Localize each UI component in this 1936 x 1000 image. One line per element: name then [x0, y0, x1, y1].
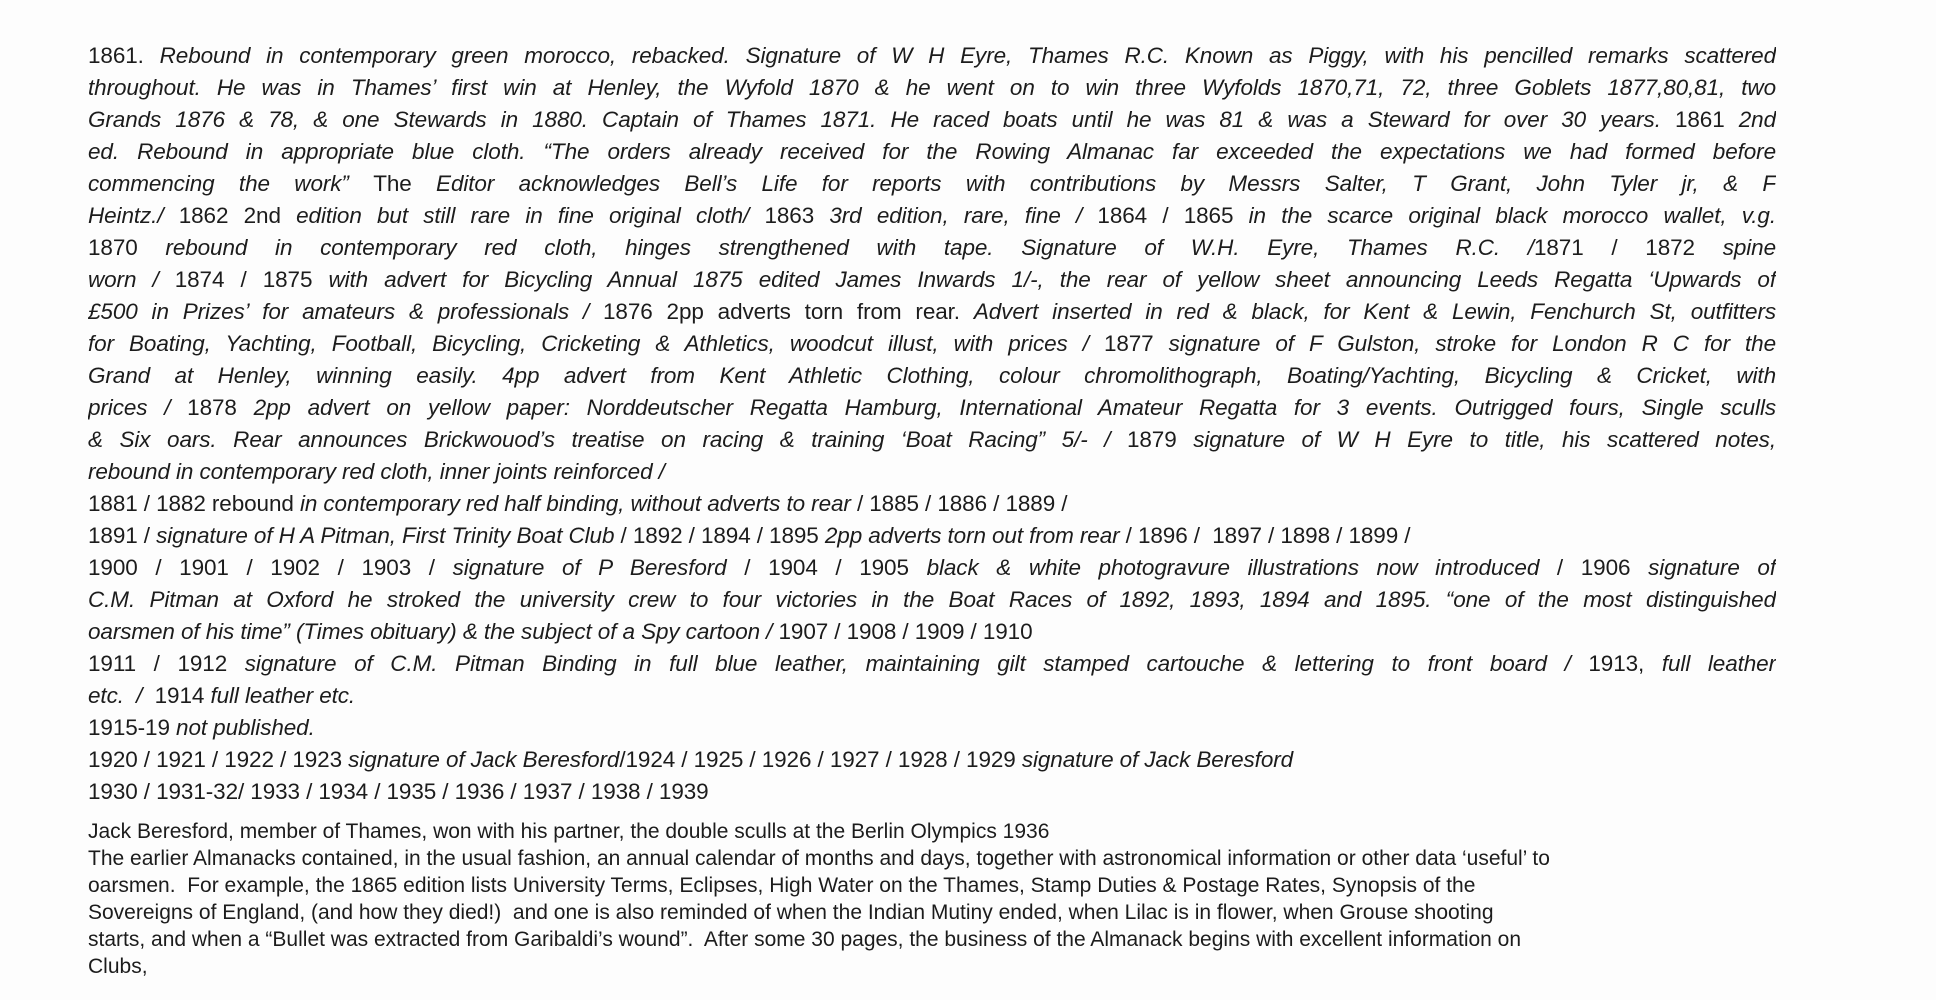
text-run: Clubs, [88, 955, 148, 978]
text-run: Sovereigns of England, (and how they died!) and one is also reminded of when the Indian Mutiny ended, when Lilac is in flower, when Grouse shooting [88, 901, 1494, 924]
text-run: 1913, [1588, 651, 1662, 676]
text-line [88, 136, 1776, 168]
text-run: signature of Jack Beresford [348, 747, 620, 772]
text-run: Heintz./ [88, 203, 179, 228]
text-line [88, 40, 1776, 72]
text-line [88, 953, 1776, 980]
text-run: 1879 [1126, 427, 1194, 452]
text-run: 1881 / 1882 rebound [88, 491, 300, 516]
text-run: 1915-19 [88, 715, 177, 740]
text-run: Editor acknowledges Bell’s Life for reports with contributions by Messrs Salter, T Grant, John Tyler jr, & F [436, 171, 1776, 196]
text-run: Grand at Henley, winning easily. 4pp advert from Kent Athletic Clothing, colour chromolithograph, Boating/Yachting, Bicycling & Cricket, with [88, 363, 1776, 388]
text-run: ed. Rebound in appropriate blue cloth. “The orders already received for the Rowing Almanac far exceeded the expectations we had formed before [88, 139, 1776, 164]
text-line [88, 926, 1776, 953]
text-line [88, 488, 1776, 520]
text-run: 1876 2pp adverts torn from rear. [603, 299, 974, 324]
text-run: 2pp adverts torn out from rear [824, 523, 1120, 548]
text-line [88, 552, 1776, 584]
entry-list-1881-1939 [88, 488, 1776, 808]
text-run: etc. / [88, 683, 155, 708]
text-line [88, 296, 1776, 328]
text-line [88, 168, 1776, 200]
text-run: signature of C.M. Pitman Binding in full blue leather, maintaining gilt stamped cartouche & lettering to front board / [244, 651, 1589, 676]
text-line [88, 872, 1776, 899]
text-run: edition but still rare in fine original cloth/ [296, 203, 765, 228]
text-line [88, 392, 1776, 424]
text-line [88, 845, 1776, 872]
text-line [88, 328, 1776, 360]
text-run: Advert inserted in red & black, for Kent & Lewin, Fenchurch St, outfitters [973, 299, 1776, 324]
text-line [88, 104, 1776, 136]
text-line [88, 616, 1776, 648]
text-run: rebound in contemporary red cloth, inner joints reinforced / [88, 459, 665, 484]
text-run: Rebound in contemporary green morocco, rebacked. Signature of W H Eyre, Thames R.C. Known as Piggy, with his pencilled remarks scattered [143, 43, 1776, 68]
text-run: / 1885 / 1886 / 1889 / [850, 491, 1068, 516]
text-run: 1878 [187, 395, 254, 420]
closing-paragraph [88, 818, 1776, 980]
text-run: 1874 / 1875 [174, 267, 329, 292]
text-run: Jack Beresford, member of Thames, won with his partner, the double sculls at the Berlin Olympics 1936 [88, 820, 1050, 843]
text-run: 1920 / 1921 / 1922 / 1923 [88, 747, 349, 772]
text-run: oarsmen of his time” (Times obituary) & the subject of a Spy cartoon / [88, 619, 779, 644]
text-run: with advert for Bicycling Annual 1875 edited James Inwards 1/-, the rear of yellow sheet announcing Leeds Regatta ‘Upwards of [328, 267, 1776, 292]
text-line [88, 776, 1776, 808]
text-line [88, 232, 1776, 264]
text-run: spine [1722, 235, 1776, 260]
text-run: oarsmen. For example, the 1865 edition lists University Terms, Eclipses, High Water on the Thames, Stamp Duties & Postage Rates, Synopsis of the [88, 874, 1476, 897]
text-run: Grands 1876 & 78, & one Stewards in 1880. Captain of Thames 1871. He raced boats until he was 81 & was a Steward for over 30 years. [88, 107, 1675, 132]
text-line [88, 680, 1776, 712]
text-run: signature of W H Eyre to title, his scattered notes, [1193, 427, 1776, 452]
text-line [88, 72, 1776, 104]
text-run: / 1904 / 1905 [726, 555, 927, 580]
text-line [88, 744, 1776, 776]
text-run: signature of H A Pitman, First Trinity Boat Club [156, 523, 615, 548]
text-run: 1930 / 1931-32/ 1933 / 1934 / 1935 / 1936 / 1937 / 1938 / 1939 [88, 779, 709, 804]
text-run: 1870 [88, 235, 166, 260]
text-run: commencing the work” [88, 171, 374, 196]
text-run: £500 in Prizes’ for amateurs & professionals / [88, 299, 603, 324]
text-line [88, 712, 1776, 744]
text-run: signature of [1648, 555, 1776, 580]
text-line [88, 899, 1776, 926]
text-run: starts, and when a “Bullet was extracted from Garibaldi’s wound”. After some 30 pages, the business of the Almanack begins with excellent information on [88, 928, 1522, 951]
text-run: 1877 [1103, 331, 1169, 356]
text-run: 2pp advert on yellow paper: Norddeutscher Regatta Hamburg, International Amateur Regatta for 3 events. Outrigged fours, Single sculls [253, 395, 1776, 420]
text-line [88, 424, 1776, 456]
text-line [88, 648, 1776, 680]
text-run: 1891 / [88, 523, 157, 548]
text-run: signature of F Gulston, stroke for London R C for the [1168, 331, 1776, 356]
text-line [88, 200, 1776, 232]
entry-paragraph-1861-1879 [88, 40, 1776, 488]
text-run: 1900 / 1901 / 1902 / 1903 / [88, 555, 453, 580]
text-run: rebound in contemporary red cloth, hinges strengthened with tape. Signature of W.H. Eyre, Thames R.C. / [165, 235, 1534, 260]
text-line [88, 264, 1776, 296]
text-run: / 1906 [1539, 555, 1649, 580]
text-run: prices / [88, 395, 188, 420]
text-run: in the scarce original black morocco wallet, v.g. [1248, 203, 1776, 228]
text-run: 2nd [1724, 107, 1776, 132]
text-run: for Boating, Yachting, Football, Bicycling, Cricketing & Athletics, woodcut illust, with prices / [88, 331, 1104, 356]
text-run: 1864 / 1865 [1097, 203, 1249, 228]
text-run: 3rd edition, rare, fine / [829, 203, 1098, 228]
text-run: full leather etc. [210, 683, 356, 708]
text-line [88, 456, 1776, 488]
text-run: signature of Jack Beresford [1021, 747, 1294, 772]
text-run: 1914 [154, 683, 211, 708]
text-line [88, 360, 1776, 392]
text-run: black & white photogravure illustrations now introduced [926, 555, 1540, 580]
text-run: full leather [1661, 651, 1776, 676]
text-run: The [373, 171, 437, 196]
text-run: in contemporary red half binding, without adverts to rear [299, 491, 851, 516]
text-run: throughout. He was in Thames’ first win at Henley, the Wyfold 1870 & he went on to win three Wyfolds 1870,71, 72, three Goblets 1877,80,81, two [88, 75, 1776, 100]
text-run: The earlier Almanacks contained, in the usual fashion, an annual calendar of months and days, together with astronomical information or other data ‘useful’ to [88, 847, 1550, 870]
text-run: /1924 / 1925 / 1926 / 1927 / 1928 / 1929 [619, 747, 1022, 772]
text-line [88, 520, 1776, 552]
text-run: / 1896 / 1897 / 1898 / 1899 / [1119, 523, 1411, 548]
text-run: & Six oars. Rear announces Brickwouod’s treatise on racing & training ‘Boat Racing” 5/- / [88, 427, 1127, 452]
text-run: signature of P Beresford [452, 555, 727, 580]
text-run: 1907 / 1908 / 1909 / 1910 [778, 619, 1033, 644]
text-run: 1863 [764, 203, 830, 228]
text-run: C.M. Pitman at Oxford he stroked the university crew to four victories in the Boat Races of 1892, 1893, 1894 and 1895. “one of the most distinguished [88, 587, 1776, 612]
document-text-column [88, 40, 1776, 980]
text-line [88, 818, 1776, 845]
text-run: 1861 [1674, 107, 1725, 132]
text-run: worn / [88, 267, 175, 292]
text-run: 1861. [88, 43, 144, 68]
text-run: 1911 / 1912 [88, 651, 245, 676]
text-run: 1871 / 1872 [1533, 235, 1723, 260]
text-run: 1862 2nd [178, 203, 297, 228]
text-run: / 1892 / 1894 / 1895 [614, 523, 825, 548]
text-run: not published. [176, 715, 315, 740]
text-line [88, 584, 1776, 616]
